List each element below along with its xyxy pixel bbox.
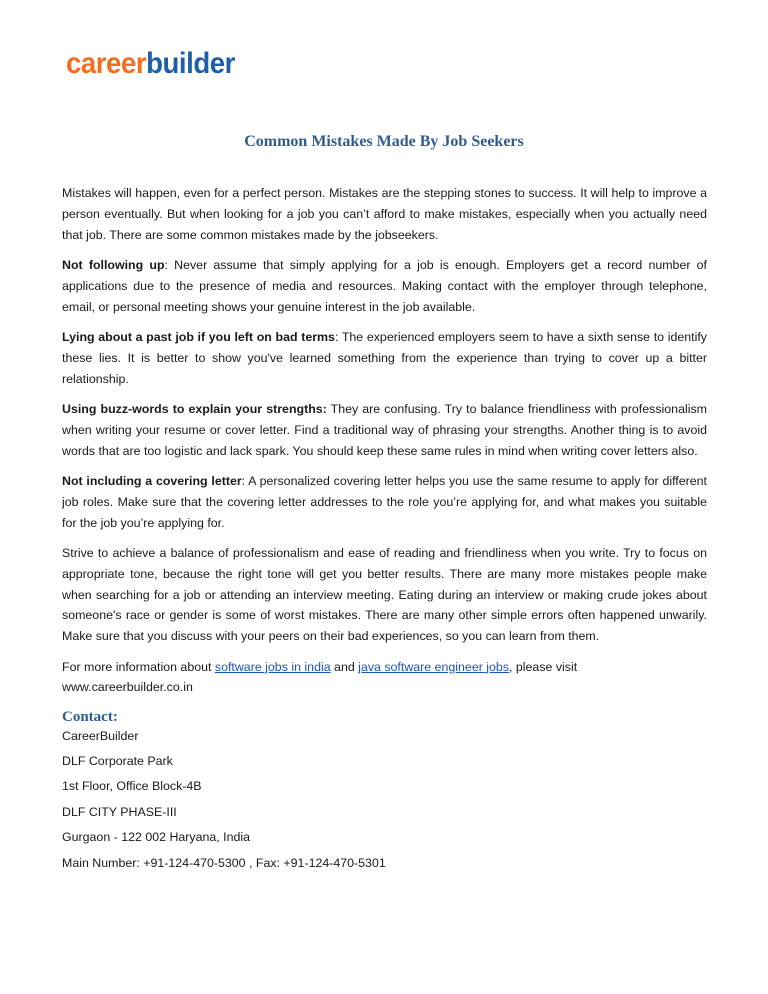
- section-lying-about-past-job: [62, 327, 707, 389]
- section-covering-letter: [62, 471, 707, 533]
- section-heading: Using buzz-words to explain your strengths:: [62, 401, 327, 416]
- contact-company: CareerBuilder: [62, 728, 139, 743]
- contact-address-line-2: 1st Floor, Office Block-4B: [62, 779, 202, 794]
- more-info-prefix: For more information about: [62, 659, 215, 674]
- document-body: [62, 183, 707, 874]
- section-text: : Never assume that simply applying for a job is enough. Employers get a record number of applications due to the presence of media and resources. Making contact with the employer through telephone, email, or personal meeting shows your genuine interest in the job available.: [62, 257, 707, 314]
- section-heading: Lying about a past job if you left on bad terms: [62, 329, 335, 344]
- contact-heading: Contact:: [62, 708, 118, 725]
- section-heading: Not following up: [62, 257, 165, 272]
- document-title: Common Mistakes Made By Job Seekers: [244, 133, 524, 150]
- section-heading: Not including a covering letter: [62, 473, 242, 488]
- section-text: They are confusing. Try to balance friendliness with professionalism when writing your resume or cover letter. Find a traditional way of phrasing your strengths. Another thing is to avoid words that are too logistic and lack spark. You should keep these same rules in mind when writing cover letters also.: [62, 401, 707, 458]
- software-jobs-link[interactable]: software jobs in india: [214, 659, 331, 674]
- contact-address-line-3: DLF CITY PHASE-III: [62, 804, 177, 819]
- closing-paragraph: Strive to achieve a balance of professionalism and ease of reading and friendliness when you write. Try to focus on appropriate tone, because the right tone will get you better results. There are many more mistakes people make when searching for a job or attending an interview meeting. Eating during an interview or making crude jokes about someone's race or gender is some of worst mistakes. There are many other simple errors often happened unwarily. Make sure that you discuss with your peers on their bad experiences, so you can learn from them.: [62, 545, 707, 644]
- more-info-paragraph: [62, 657, 707, 699]
- contact-address-line-1: DLF Corporate Park: [62, 754, 173, 769]
- section-buzz-words: [62, 399, 707, 461]
- contact-phone: Main Number: +91-124-470-5300 , Fax: +91-124-470-5301: [62, 855, 386, 870]
- more-info-suffix: , please visit: [509, 659, 578, 674]
- section-text: : The experienced employers seem to have a sixth sense to identify these lies. It is better to show you've learned something from the experience than trying to cover up a bitter relationship.: [62, 329, 707, 386]
- java-jobs-link[interactable]: java software engineer jobs: [358, 659, 510, 674]
- logo-builder-text: builder: [146, 47, 235, 80]
- more-info-middle: and: [330, 659, 359, 674]
- intro-paragraph: Mistakes will happen, even for a perfect person. Mistakes are the stepping stones to success. It will help to improve a person eventually. But when looking for a job you can’t afford to make mistakes, especially when you actually need that job. There are some common mistakes made by the jobseekers.: [62, 186, 707, 242]
- careerbuilder-logo: [66, 46, 235, 82]
- section-not-following-up: [62, 255, 707, 317]
- contact-address-line-4: Gurgaon - 122 002 Haryana, India: [62, 830, 251, 845]
- section-text: : A personalized covering letter helps you use the same resume to apply for different job roles. Make sure that the covering letter addresses to the role you’re applying for, and what makes you suitable for the job you’re applying for.: [62, 473, 707, 530]
- website-text: www.careerbuilder.co.in: [62, 680, 193, 695]
- logo-career-text: career: [66, 47, 147, 80]
